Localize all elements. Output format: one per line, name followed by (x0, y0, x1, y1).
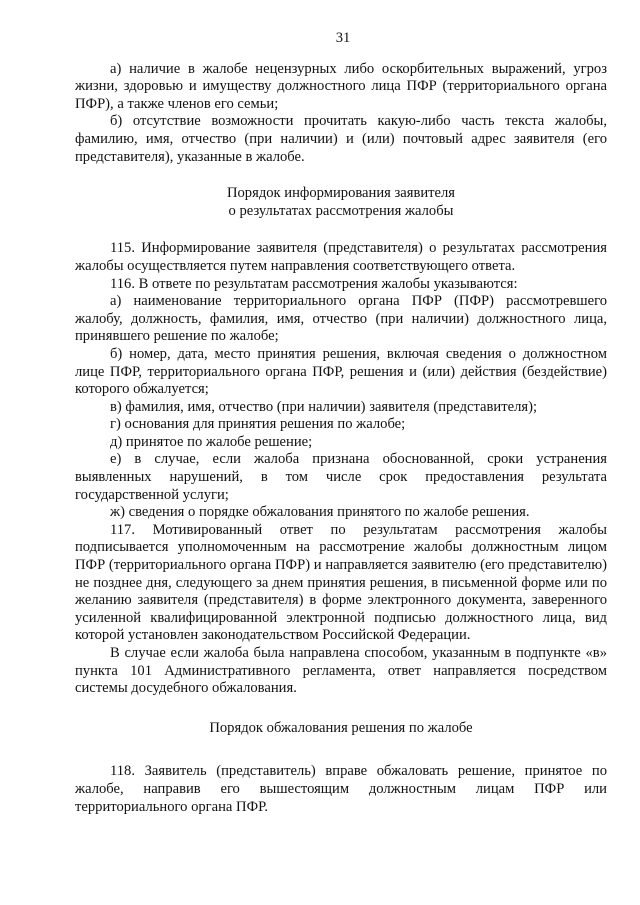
paragraph-118: 118. Заявитель (представитель) вправе обжаловать решение, принятое по жалобе, направив его вышестоящим должностным лицам ПФР или территориального органа ПФР. (75, 763, 607, 815)
paragraph-116-e: е) в случае, если жалоба признана обоснованной, сроки устранения выявленных нарушений, в том числе срок предоставления результата государственной услуги; (75, 451, 607, 503)
paragraph-116-a: а) наименование территориального органа ПФР (ПФР) рассмотревшего жалобу, должность, фамилия, имя, отчество (при наличии) должностного лица, принявшего решение по жалобе; (75, 293, 607, 345)
paragraph-116-d: д) принятое по жалобе решение; (110, 433, 313, 450)
section-heading-appeal: Порядок обжалования решения по жалобе (209, 719, 473, 736)
paragraph-116-zh: ж) сведения о порядке обжалования принятого по жалобе решения. (110, 504, 530, 521)
paragraph-116-b: б) номер, дата, место принятия решения, включая сведения о должностном лице ПФР, территориального органа ПФР, решения и (или) действия (бездействие) которого обжалуется; (75, 345, 607, 398)
paragraph-116-v: в) фамилия, имя, отчество (при наличии) заявителя (представителя); (110, 398, 537, 415)
page-number: 31 (335, 30, 351, 46)
paragraph-a: а) наличие в жалобе нецензурных либо оскорбительных выражений, угроз жизни, здоровью и имуществу должностного лица ПФР (территориального органа ПФР), а также членов его семьи; (75, 60, 607, 112)
paragraph-117-note: В случае если жалоба была направлена способом, указанным в подпункте «в» пункта 101 Административного регламента, ответ направляется посредством системы досудебного обжалования. (75, 645, 607, 697)
section-heading-line2: о результатах рассмотрения жалобы (228, 202, 454, 219)
paragraph-117: 117. Мотивированный ответ по результатам рассмотрения жалобы подписывается уполномоченным на рассмотрение жалобы должностным лицом ПФР (территориального органа ПФР) и направляется заявителю (его представителю) не позднее дня, следующего за днем принятия решения, в письменной форме или по желанию заявителя (представителя) в форме электронного документа, заверенного усиленной квалифицированной электронной подписью должностного лица, вид которой установлен законодательством Российской Федерации. (75, 521, 607, 644)
paragraph-b: б) отсутствие возможности прочитать какую-либо часть текста жалобы, фамилию, имя, отчество (при наличии) и (или) почтовый адрес заявителя (его представителя), указанные в жалобе. (75, 113, 607, 165)
paragraph-115: 115. Информирование заявителя (представителя) о результатах рассмотрения жалобы осуществляется путем направления соответствующего ответа. (75, 240, 607, 274)
document-page (75, 30, 607, 816)
paragraph-116: 116. В ответе по результатам рассмотрения жалобы указываются: (110, 275, 518, 292)
paragraph-116-g: г) основания для принятия решения по жалобе; (110, 416, 406, 433)
section-heading-line1: Порядок информирования заявителя (226, 185, 456, 202)
